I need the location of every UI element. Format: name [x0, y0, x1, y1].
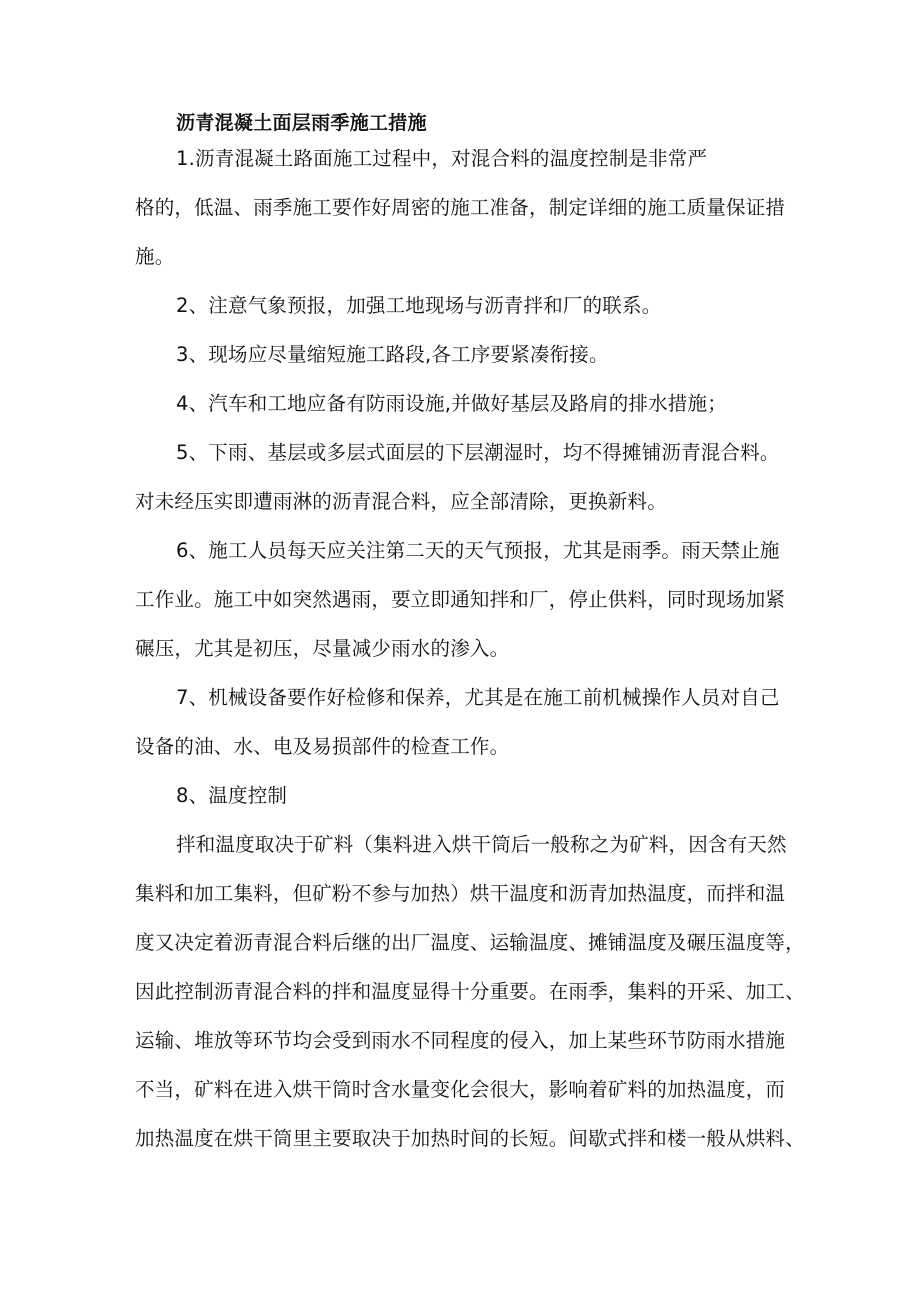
paragraph-line: 因此控制沥青混合料的拌和温度显得十分重要。在雨季，集料的开采、加工、	[135, 980, 805, 1003]
paragraph-line: 格的，低温、雨季施工要作好周密的施工准备，制定详细的施工质量保证措	[135, 196, 786, 219]
paragraph-line: 不当，矿料在进入烘干筒时含水量变化会很大，影响着矿料的加热温度，而	[135, 1078, 786, 1101]
paragraph-line: 3、现场应尽量缩短施工路段,各工序要紧凑衔接。	[176, 343, 609, 366]
paragraph-line: 8、温度控制	[176, 784, 288, 807]
paragraph-line: 运输、堆放等环节均会受到雨水不同程度的侵入，加上某些环节防雨水措施	[135, 1029, 786, 1052]
paragraph-line: 工作业。施工中如突然遇雨，要立即通知拌和厂，停止供料，同时现场加紧	[135, 588, 786, 611]
paragraph-line: 对未经压实即遭雨淋的沥青混合料，应全部清除，更换新料。	[135, 490, 667, 513]
paragraph-line: 拌和温度取决于矿料（集料进入烘干筒后一般称之为矿料，因含有天然	[176, 833, 787, 856]
paragraph-line: 设备的油、水、电及易损部件的检查工作。	[135, 735, 510, 758]
paragraph-line: 1.沥青混凝土路面施工过程中，对混合料的温度控制是非常严	[176, 147, 708, 170]
paragraph-line: 6、施工人员每天应关注第二天的天气预报，尤其是雨季。雨天禁止施	[176, 539, 780, 562]
paragraph-line: 碾压，尤其是初压，尽量减少雨水的渗入。	[135, 637, 510, 660]
paragraph-line: 加热温度在烘干筒里主要取决于加热时间的长短。间歇式拌和楼一般从烘料、	[135, 1127, 805, 1150]
paragraph-line: 2、注意气象预报，加强工地现场与沥青拌和厂的联系。	[176, 294, 662, 317]
paragraph-line: 度又决定着沥青混合料后继的出厂温度、运输温度、摊铺温度及碾压温度等，	[135, 931, 805, 954]
paragraph-line: 集料和加工集料，但矿粉不参与加热）烘干温度和沥青加热温度，而拌和温	[135, 882, 786, 905]
document-title: 沥青混凝土面层雨季施工措施	[176, 112, 427, 134]
paragraph-line: 施。	[135, 245, 175, 268]
paragraph-line: 5、下雨、基层或多层式面层的下层潮湿时，均不得摊铺沥青混合料。	[176, 441, 780, 464]
paragraph-line: 4、汽车和工地应备有防雨设施,并做好基层及路肩的排水措施；	[176, 392, 727, 415]
paragraph-line: 7、机械设备要作好检修和保养，尤其是在施工前机械操作人员对自己	[176, 686, 780, 709]
